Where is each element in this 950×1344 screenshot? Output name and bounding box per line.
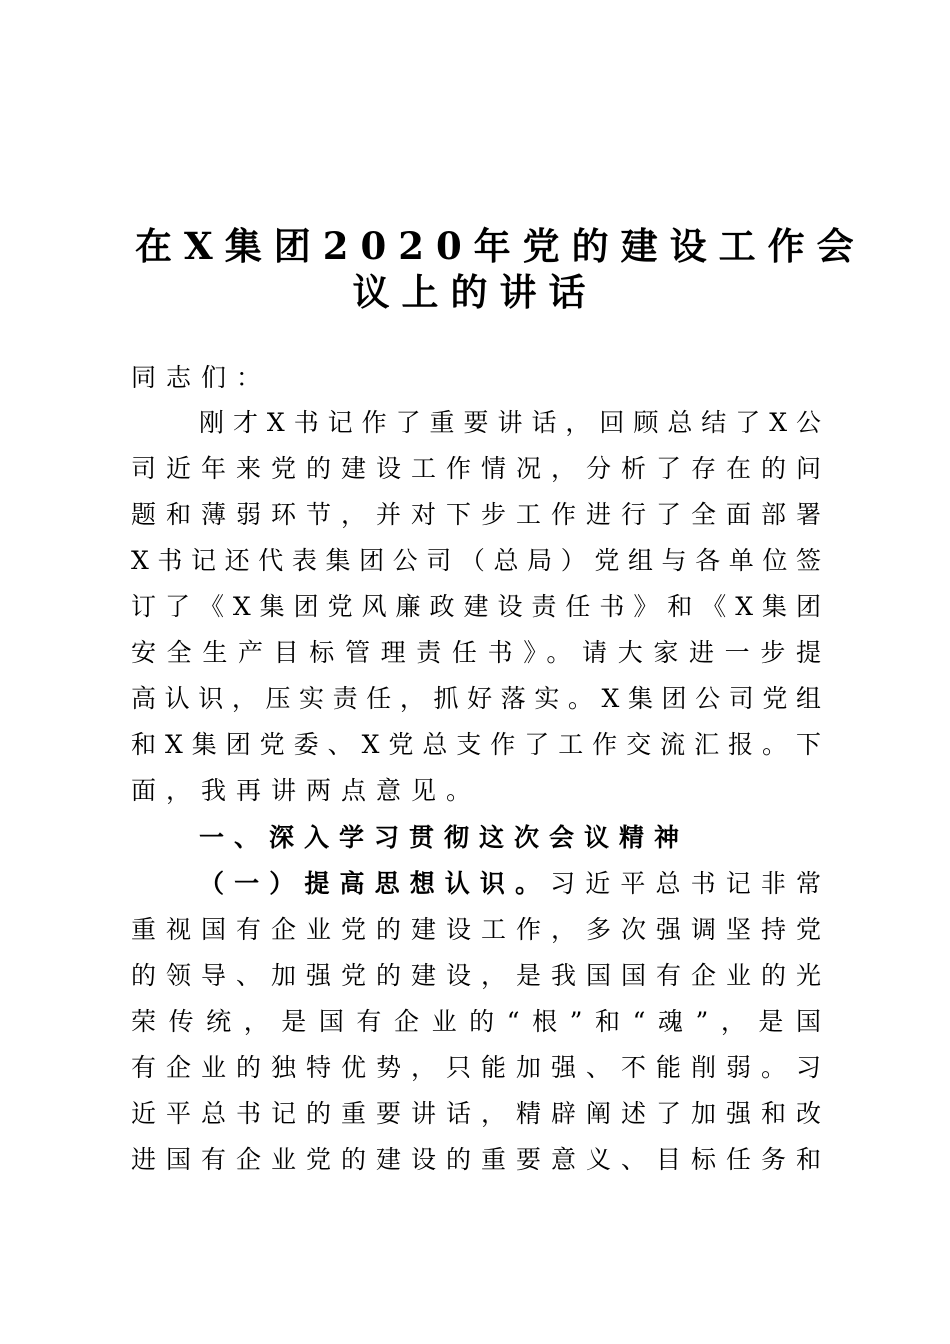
paragraph-1-line: 司近年来党的建设工作情况，分析了存在的问 xyxy=(131,454,821,483)
salutation: 同志们： xyxy=(131,363,272,392)
section-heading-1: 一、深入学习贯彻这次会议精神 xyxy=(199,823,690,852)
paragraph-2-first-text: 习近平总书记非常 xyxy=(550,869,821,898)
paragraph-1-line: 安全生产目标管理责任书》。请大家进一步提 xyxy=(131,638,821,667)
paragraph-1-line: 题和薄弱环节，并对下步工作进行了全面部署 xyxy=(131,500,821,529)
document-title-line-2: 议上的讲话 xyxy=(352,270,598,314)
paragraph-2-line: 进国有企业党的建设的重要意义、目标任务和 xyxy=(131,1145,821,1174)
paragraph-2-line: 重视国有企业党的建设工作，多次强调坚持党 xyxy=(131,915,821,944)
paragraph-1-line: 刚才X书记作了重要讲话，回顾总结了X公 xyxy=(199,408,821,437)
paragraph-1-line: 面，我再讲两点意见。 xyxy=(131,776,482,805)
paragraph-2-line: 荣传统，是国有企业的“根”和“魂”，是国 xyxy=(131,1007,821,1036)
subsection-heading-1: （一）提高思想认识。 xyxy=(199,869,551,898)
paragraph-2-line: 的领导、加强党的建设，是我国国有企业的光 xyxy=(131,961,821,990)
paragraph-1-line: 订了《X集团党风廉政建设责任书》和《X集团 xyxy=(131,592,821,621)
paragraph-2-line: 近平总书记的重要讲话，精辟阐述了加强和改 xyxy=(131,1099,821,1128)
paragraph-2-line-first xyxy=(199,864,821,904)
paragraph-1-line: 和X集团党委、X党总支作了工作交流汇报。下 xyxy=(131,730,821,759)
paragraph-1-line: X书记还代表集团公司（总局）党组与各单位签 xyxy=(131,546,821,575)
paragraph-2-line: 有企业的独特优势，只能加强、不能削弱。习 xyxy=(131,1053,821,1082)
document-title-line-1: 在X集团2020年党的建设工作会 xyxy=(135,224,866,268)
paragraph-1-line: 高认识，压实责任，抓好落实。X集团公司党组 xyxy=(131,684,821,713)
